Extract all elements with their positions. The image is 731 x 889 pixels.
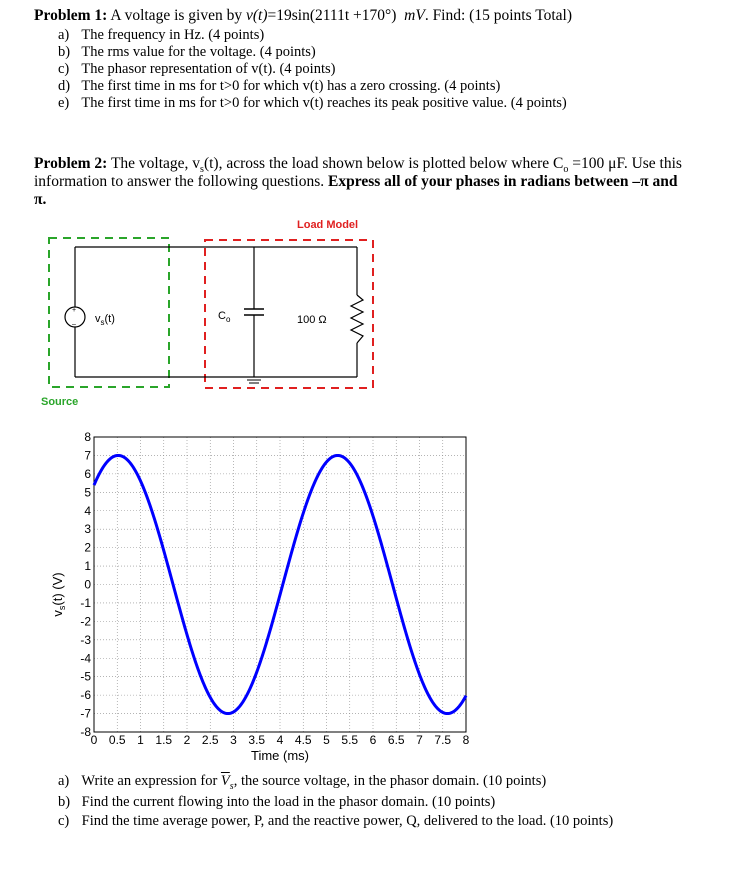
vs-label: $v_s(t)$ [95, 313, 115, 327]
capacitor-label: $C_o$ [218, 310, 231, 324]
y-tick-label: -3 [80, 632, 91, 647]
problem1-label: Problem 1: [34, 7, 108, 24]
y-tick-label: 0 [84, 577, 91, 592]
x-tick-label: 0.5 [108, 733, 126, 747]
y-tick-label: -1 [80, 595, 91, 610]
circuit-wires [75, 247, 357, 377]
problem1-item-d: d) The first time in ms for t>0 for which v(t) has a zero crossing. (4 points) [58, 78, 501, 94]
y-tick-label: -5 [80, 669, 91, 684]
y-tick-label: 3 [84, 522, 91, 537]
x-tick-label: 7 [416, 733, 423, 747]
chart-grid [94, 437, 466, 732]
x-tick-label: 1 [137, 733, 144, 747]
x-tick-label: 8 [462, 733, 470, 747]
problem2-item-b: b) Find the current flowing into the load in the phasor domain. (10 points) [58, 794, 496, 810]
x-tick-label: 4 [276, 733, 284, 747]
phase-instruction: Express all of your phases in radians between –π and [328, 173, 678, 190]
resistor-icon [351, 295, 363, 343]
x-tick-label: 7.5 [434, 733, 452, 747]
problem1-item-a: a) The frequency in Hz. (4 points) [58, 27, 265, 43]
equation-eq: = [267, 7, 277, 24]
y-tick-label: 4 [84, 503, 91, 518]
load-model-label: Load Model [297, 219, 359, 231]
x-tick-label: 1.5 [155, 733, 173, 747]
x-tick-label: 3.5 [248, 733, 266, 747]
equation-arg: (2111t +170°) [309, 7, 397, 24]
y-tick-label: 6 [84, 466, 91, 481]
equation-fn: sin [291, 7, 310, 24]
x-axis-label: Time (ms) [250, 748, 310, 763]
problem2-statement: Problem 2: The voltage, $v_s(t)$, across the load shown below is plotted below where $C_o =100$ μF. Use this [34, 155, 682, 176]
source-label: Source [41, 396, 79, 408]
x-tick-label: 2 [183, 733, 191, 747]
equation-amp: 19 [276, 7, 292, 24]
capacitor-icon [244, 309, 264, 315]
x-tick-label: 4.5 [294, 733, 312, 747]
voltage-source-icon [65, 307, 85, 328]
circuit-diagram [0, 205, 731, 415]
y-tick-label: 5 [84, 485, 91, 500]
y-tick-label: -4 [80, 651, 91, 666]
x-tick-label: 6 [369, 733, 377, 747]
problem1-item-c: c) The phasor representation of v(t). (4 points) [58, 61, 336, 77]
x-tick-label: 5 [323, 733, 330, 747]
problem1-intro: A voltage is given by [110, 7, 243, 24]
svg-text:+: + [72, 307, 77, 314]
ground-icon [247, 380, 261, 383]
x-tick-label: 6.5 [387, 733, 405, 747]
problem1-item-e: e) The first time in ms for t>0 for which v(t) reaches its peak positive value. (4 points) [58, 95, 567, 111]
problem1-item-b: b) The rms value for the voltage. (4 points) [58, 44, 316, 60]
y-tick-label: -7 [80, 706, 91, 721]
y-tick-label: -8 [80, 725, 91, 739]
equation-after: . Find: (15 points Total) [424, 7, 572, 24]
x-tick-label: 0 [90, 733, 98, 747]
y-tick-label: -2 [80, 614, 91, 629]
equation-unit: mV [404, 7, 425, 24]
y-tick-label: 8 [84, 430, 91, 444]
problem2-line2: information to answer the following questions. Express all of your phases in radians between –π and [34, 173, 678, 190]
x-tick-label: 5.5 [341, 733, 359, 747]
problem2-item-a: a) Write an expression for $\overline{V}_s$, the source voltage, in the phasor domain. (10 points) [58, 773, 547, 792]
x-tick-label: 2.5 [201, 733, 219, 747]
problem1-statement [34, 7, 572, 25]
load-box [205, 240, 373, 388]
voltage-waveform-chart [0, 420, 731, 770]
x-tick-label: 3 [230, 733, 237, 747]
phase-instruction-end: π. [34, 191, 47, 208]
y-tick-label: 1 [84, 559, 91, 574]
y-tick-label: 7 [84, 448, 91, 463]
problem2-label: Problem 2: [34, 155, 108, 172]
problem2-item-c: c) Find the time average power, P, and the reactive power, Q, delivered to the load. (10 points) [58, 813, 614, 829]
svg-text:–: – [72, 321, 76, 328]
resistor-label: 100 Ω [297, 314, 327, 326]
y-tick-label: 2 [84, 540, 91, 555]
y-tick-label: -6 [80, 688, 91, 703]
y-axis-label: $v_s(t)$ (V) [50, 572, 67, 617]
equation-lhs: v(t) [245, 7, 268, 24]
